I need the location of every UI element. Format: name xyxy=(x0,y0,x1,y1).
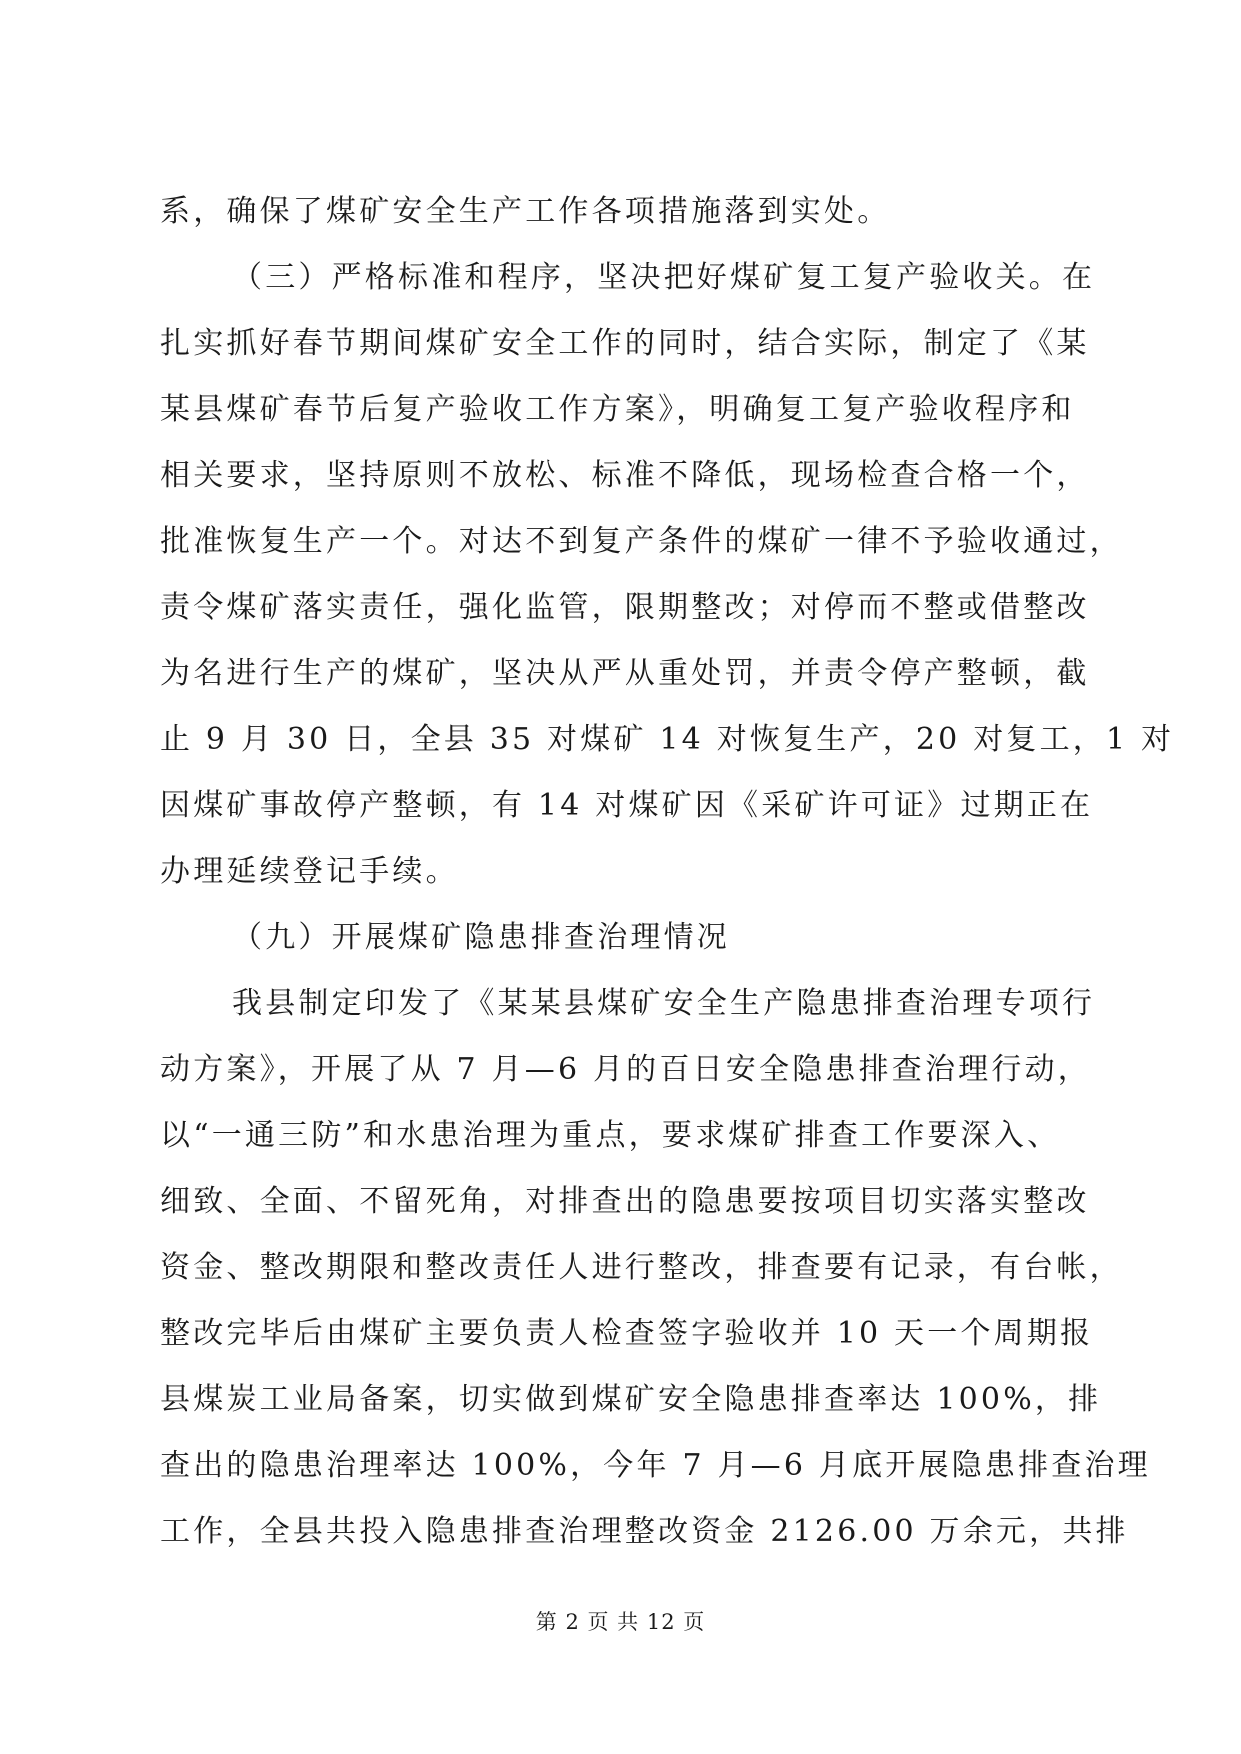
text-line: 相关要求，坚持原则不放松、标准不降低，现场检查合格一个， xyxy=(160,458,1090,493)
text-line: 县煤炭工业局备案，切实做到煤矿安全隐患排查率达 100%，排 xyxy=(160,1382,1102,1417)
text-line: 责令煤矿落实责任，强化监管，限期整改；对停而不整或借整改 xyxy=(160,590,1090,625)
page-number-footer: 第 2 页 共 12 页 xyxy=(535,1610,706,1634)
text-line: 工作，全县共投入隐患排查治理整改资金 2126.00 万余元，共排 xyxy=(160,1514,1129,1549)
section-heading-3: （三）严格标准和程序，坚决把好煤矿复工复产验收关。在 xyxy=(232,260,1096,295)
text-line: 细致、全面、不留死角，对排查出的隐患要按项目切实落实整改 xyxy=(160,1184,1090,1219)
text-line: 系，确保了煤矿安全生产工作各项措施落到实处。 xyxy=(160,194,891,229)
text-line: 办理延续登记手续。 xyxy=(160,854,459,889)
text-line: 止 9 月 30 日，全县 35 对煤矿 14 对恢复生产，20 对复工，1 对 xyxy=(160,722,1175,757)
text-line: 整改完毕后由煤矿主要负责人检查签字验收并 10 天一个周期报 xyxy=(160,1316,1094,1351)
text-line: 为名进行生产的煤矿，坚决从严从重处罚，并责令停产整顿，截 xyxy=(160,656,1090,691)
text-line: 某县煤矿春节后复产验收工作方案》，明确复工复产验收程序和 xyxy=(160,392,1075,427)
text-line: 因煤矿事故停产整顿，有 14 对煤矿因《采矿许可证》过期正在 xyxy=(160,788,1094,823)
text-line: 批准恢复生产一个。对达不到复产条件的煤矿一律不予验收通过， xyxy=(160,524,1123,559)
text-line: 以“一通三防”和水患治理为重点，要求煤矿排查工作要深入、 xyxy=(160,1118,1061,1153)
text-line: 扎实抓好春节期间煤矿安全工作的同时，结合实际，制定了《某 xyxy=(160,326,1090,361)
text-line: 动方案》，开展了从 7 月—6 月的百日安全隐患排查治理行动， xyxy=(160,1052,1091,1087)
text-line: 我县制定印发了《某某县煤矿安全生产隐患排查治理专项行 xyxy=(232,986,1096,1021)
text-line: 资金、整改期限和整改责任人进行整改，排查要有记录，有台帐， xyxy=(160,1250,1123,1285)
text-line: 查出的隐患治理率达 100%，今年 7 月—6 月底开展隐患排查治理 xyxy=(160,1448,1151,1483)
section-heading-9: （九）开展煤矿隐患排查治理情况 xyxy=(232,920,730,955)
